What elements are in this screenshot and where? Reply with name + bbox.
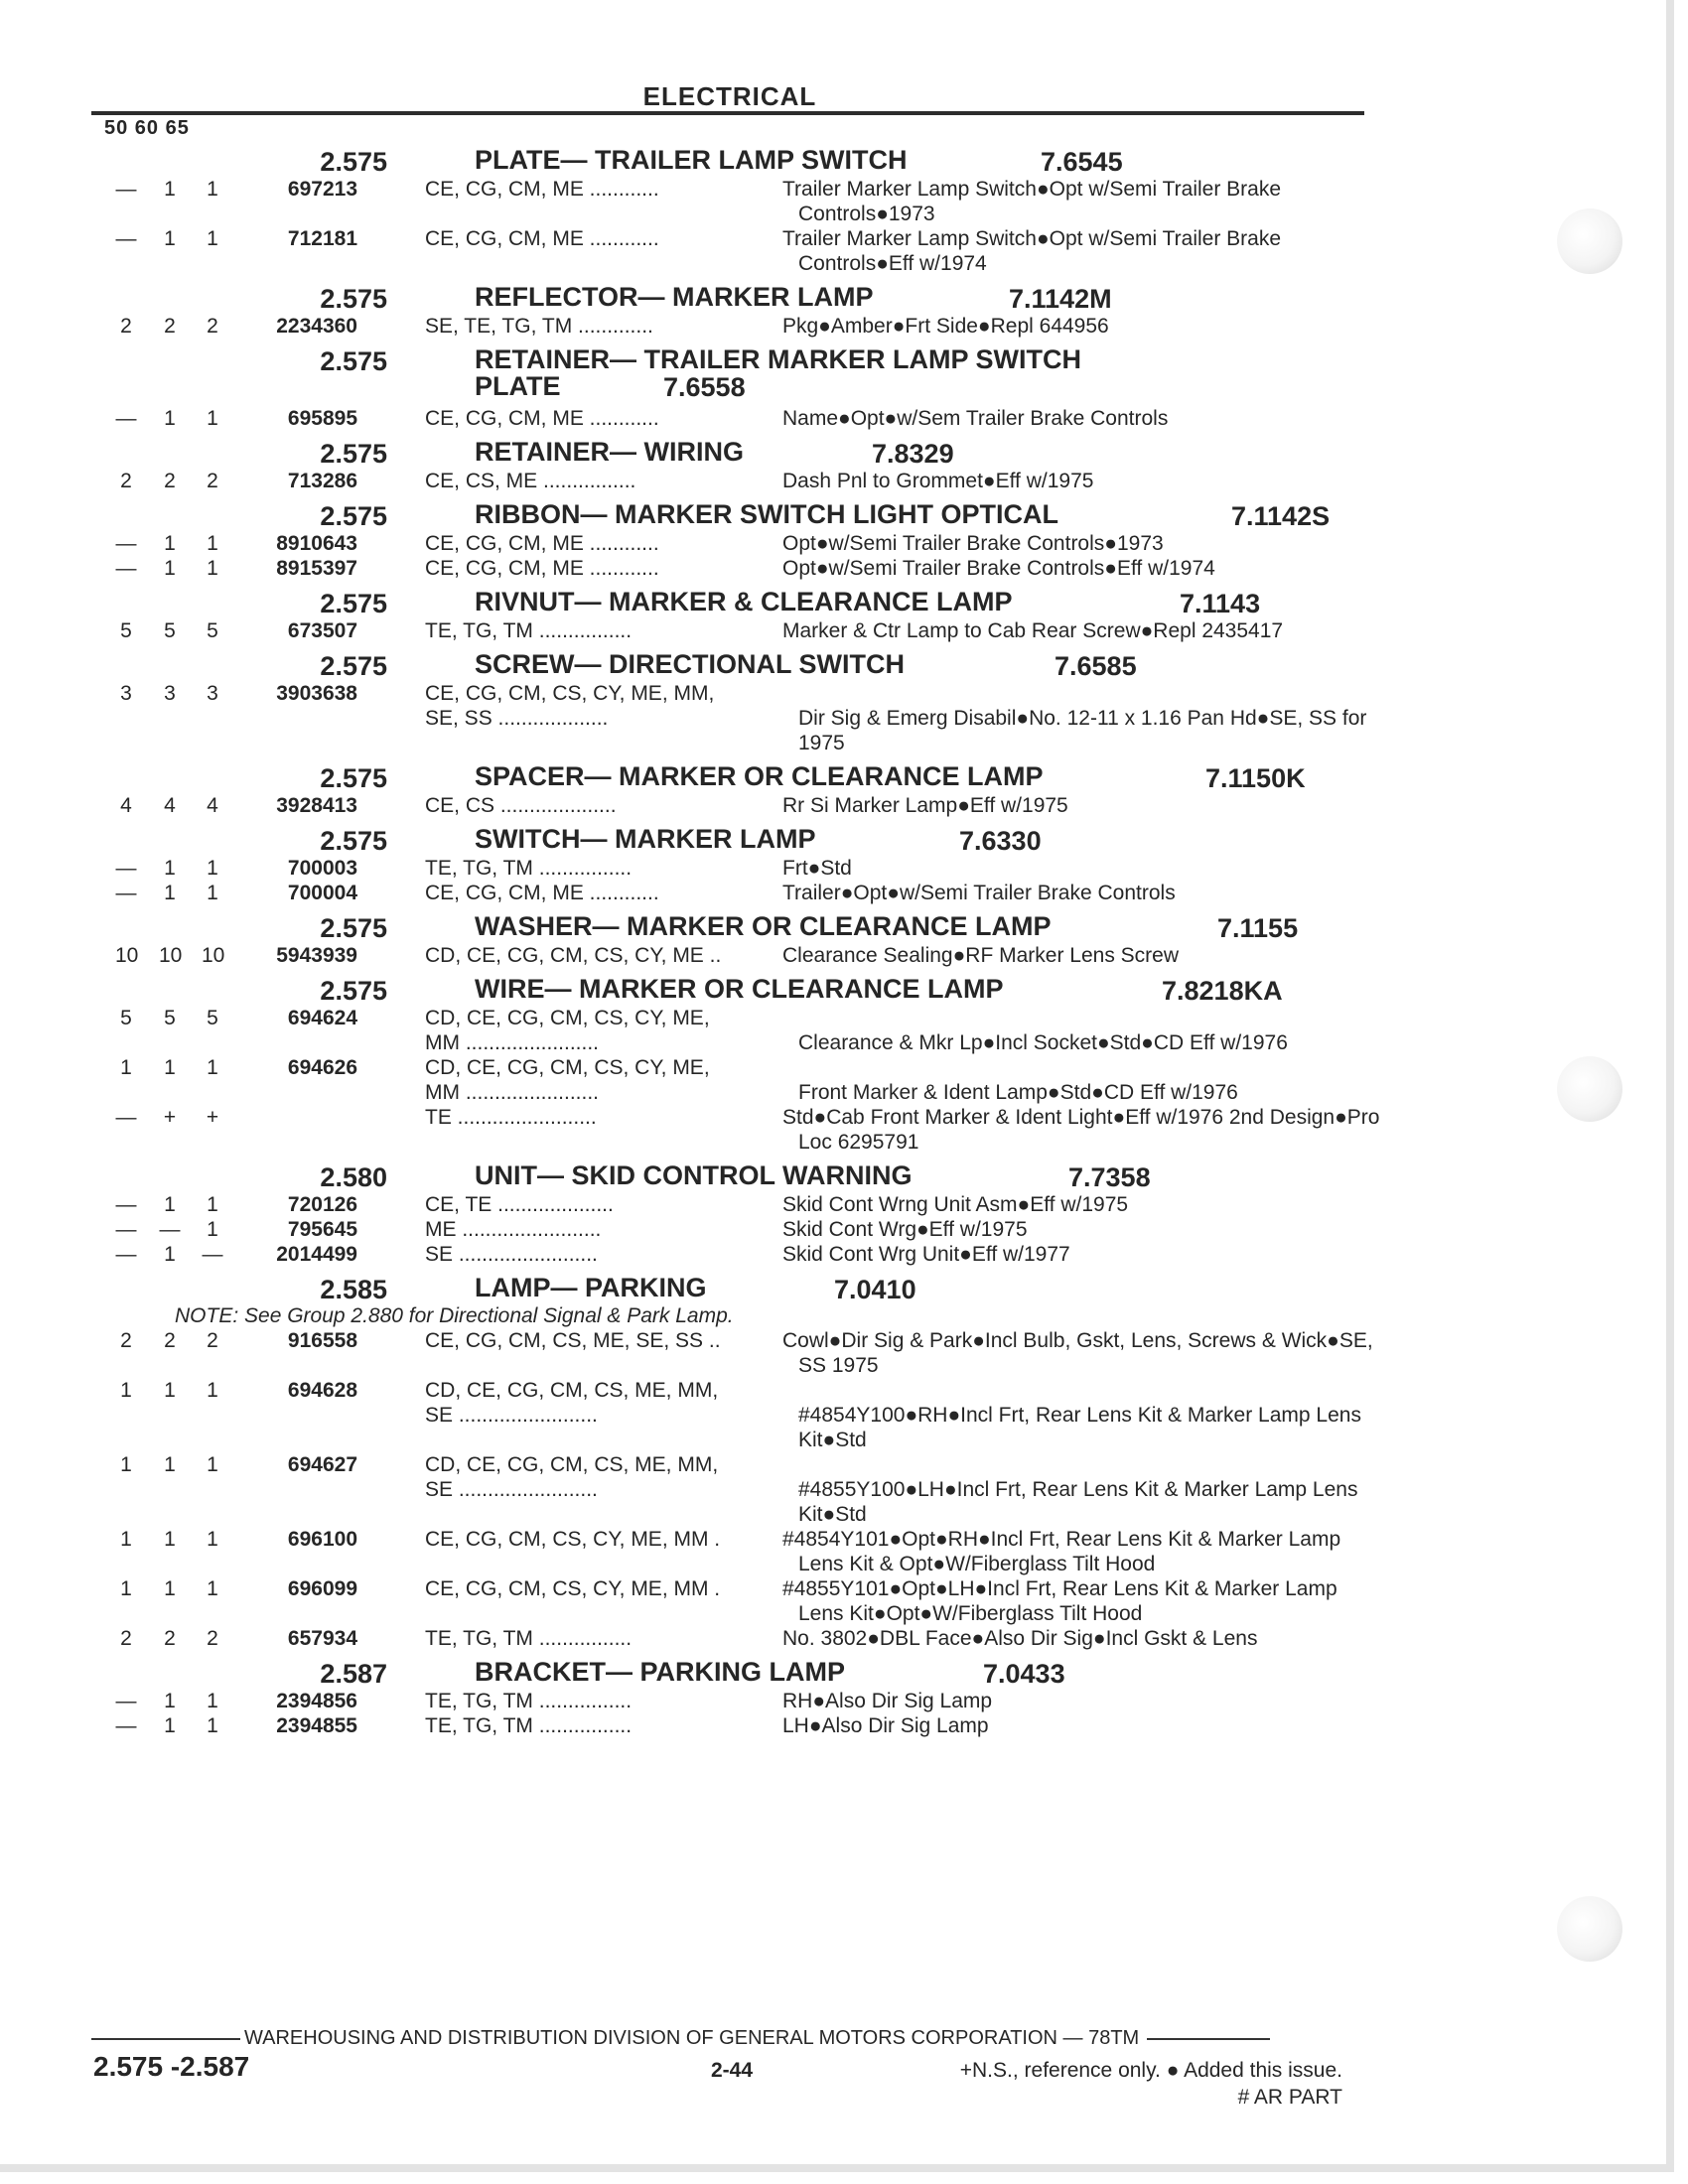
part-description: Name●Opt●w/Sem Trailer Brake Controls xyxy=(782,407,1169,430)
section-header xyxy=(0,972,1390,1006)
binder-hole-top xyxy=(1557,208,1622,274)
part-name: PLATE— TRAILER LAMP SWITCH xyxy=(475,145,908,175)
quantity-65: 2 xyxy=(207,470,218,492)
quantity-65: 5 xyxy=(207,619,218,642)
section-header xyxy=(0,822,1390,856)
section-header xyxy=(0,435,1390,469)
part-description: Pkg●Amber●Frt Side●Repl 644956 xyxy=(782,315,1109,338)
quantity-60: 2 xyxy=(164,1329,176,1352)
group-number: 2.587 xyxy=(320,1659,387,1689)
model-codes: TE, TG, TM ................ xyxy=(425,1714,633,1737)
part-row xyxy=(0,177,1390,226)
quantity-65: 1 xyxy=(207,1453,218,1476)
part-description: Frt●Std xyxy=(782,857,852,880)
group-number: 2.575 xyxy=(320,439,387,469)
quantity-60: 5 xyxy=(164,619,176,642)
part-row xyxy=(0,1527,1390,1576)
part-description: Cowl●Dir Sig & Park●Incl Bulb, Gskt, Lens, Screws & Wick●SE, SS 1975 xyxy=(782,1329,1373,1377)
part-number: 916558 xyxy=(287,1329,357,1352)
part-row xyxy=(0,856,1390,881)
part-description: Clearance Sealing●RF Marker Lens Screw xyxy=(782,944,1180,967)
part-description: Marker & Ctr Lamp to Cab Rear Screw●Repl 2435417 xyxy=(782,619,1284,642)
part-row xyxy=(0,1328,1390,1378)
part-number: 3903638 xyxy=(276,682,357,705)
quantity-50: — xyxy=(115,557,137,580)
part-description: Opt●w/Semi Trailer Brake Controls●1973 xyxy=(782,532,1164,555)
model-codes: CD, CE, CG, CM, CS, CY, ME, MM ....................... xyxy=(425,1007,710,1054)
reference-code: 7.1143 xyxy=(1180,589,1261,618)
model-codes: CE, CG, CM, CS, CY, ME, MM . xyxy=(425,1528,721,1551)
part-description: Opt●w/Semi Trailer Brake Controls●Eff w/1974 xyxy=(782,557,1215,580)
section-header xyxy=(0,909,1390,943)
model-codes: CD, CE, CG, CM, CS, CY, ME, MM ....................... xyxy=(425,1056,710,1104)
part-number: 3928413 xyxy=(276,794,357,817)
part-row xyxy=(0,556,1390,581)
quantity-65: 2 xyxy=(207,1329,218,1352)
quantity-65: 1 xyxy=(207,1714,218,1737)
model-codes: CE, CG, CM, ME ............ xyxy=(425,178,659,201)
part-number: 696099 xyxy=(287,1577,357,1600)
group-number: 2.575 xyxy=(320,913,387,943)
year-columns-header: 50 60 65 xyxy=(104,117,190,139)
part-description: Clearance & Mkr Lp●Incl Socket●Std●CD Eff w/1976 xyxy=(798,1031,1288,1054)
quantity-50: 2 xyxy=(120,470,132,492)
group-number: 2.575 xyxy=(320,346,387,376)
quantity-60: 2 xyxy=(164,470,176,492)
reference-code: 7.6558 xyxy=(663,372,746,402)
part-description: Skid Cont Wrg Unit●Eff w/1977 xyxy=(782,1243,1070,1266)
part-name: SPACER— MARKER OR CLEARANCE LAMP xyxy=(475,761,1044,791)
part-row xyxy=(0,406,1390,431)
part-row xyxy=(0,943,1390,968)
model-codes: CE, TE .................... xyxy=(425,1193,614,1216)
model-codes: CE, CS .................... xyxy=(425,794,617,817)
group-number: 2.575 xyxy=(320,763,387,793)
part-number: 2394856 xyxy=(276,1690,357,1712)
part-name: RETAINER— TRAILER MARKER LAMP SWITCH PLATE xyxy=(475,344,1081,401)
part-row xyxy=(0,681,1390,755)
part-description: Trailer Marker Lamp Switch●Opt w/Semi Trailer Brake Controls●Eff w/1974 xyxy=(782,227,1282,275)
quantity-60: + xyxy=(163,1106,177,1129)
part-description: Skid Cont Wrng Unit Asm●Eff w/1975 xyxy=(782,1193,1129,1216)
quantity-50: 1 xyxy=(120,1577,132,1600)
quantity-60: 10 xyxy=(159,944,183,967)
footer-group-range: 2.575 -2.587 xyxy=(93,2051,250,2082)
part-row xyxy=(0,1626,1390,1651)
footer-division-text: WAREHOUSING AND DISTRIBUTION DIVISION OF GENERAL MOTORS CORPORATION — 78TM xyxy=(244,2027,1140,2049)
quantity-50: — xyxy=(115,407,137,430)
quantity-50: — xyxy=(115,1243,137,1266)
part-description: Std●Cab Front Marker & Ident Light●Eff w/1976 2nd Design●Pro Loc 6295791 xyxy=(782,1106,1380,1154)
quantity-65: 4 xyxy=(207,794,218,817)
quantity-50: — xyxy=(115,857,137,880)
quantity-60: 1 xyxy=(164,1243,176,1266)
model-codes: ME ........................ xyxy=(425,1218,602,1241)
part-number: 795645 xyxy=(287,1218,357,1241)
quantity-50: — xyxy=(115,178,137,201)
quantity-60: 3 xyxy=(164,682,176,705)
section-header xyxy=(0,342,1390,406)
quantity-50: — xyxy=(115,1193,137,1216)
model-codes: CD, CE, CG, CM, CS, ME, MM, SE ........................ xyxy=(425,1453,719,1501)
footer-rule-left xyxy=(91,2038,240,2040)
model-codes: CE, CG, CM, ME ............ xyxy=(425,407,659,430)
reference-code: 7.7358 xyxy=(1068,1162,1151,1192)
part-name: RIBBON— MARKER SWITCH LIGHT OPTICAL xyxy=(475,499,1058,529)
quantity-60: 1 xyxy=(164,1714,176,1737)
binder-hole-middle xyxy=(1557,1056,1622,1122)
model-codes: TE, TG, TM ................ xyxy=(425,1627,633,1650)
part-number: 5943939 xyxy=(276,944,357,967)
part-row xyxy=(0,1452,1390,1527)
quantity-50: — xyxy=(115,1714,137,1737)
quantity-65: 1 xyxy=(207,1218,218,1241)
reference-code: 7.1142S xyxy=(1231,501,1331,531)
reference-code: 7.1142M xyxy=(1009,284,1112,314)
quantity-65: 5 xyxy=(207,1007,218,1029)
quantity-65: — xyxy=(202,1243,223,1266)
model-codes: CE, CG, CM, ME ............ xyxy=(425,882,659,904)
footer-legend-line-2: # AR PART xyxy=(1237,2086,1342,2109)
quantity-65: 1 xyxy=(207,882,218,904)
part-description: Skid Cont Wrg●Eff w/1975 xyxy=(782,1218,1028,1241)
part-number: 8910643 xyxy=(276,532,357,555)
reference-code: 7.6585 xyxy=(1055,651,1137,681)
quantity-50: — xyxy=(115,1690,137,1712)
footer-legend-line-1: +N.S., reference only. ● Added this issue. xyxy=(959,2059,1342,2082)
page-title: ELECTRICAL xyxy=(642,81,817,111)
reference-code: 7.1155 xyxy=(1217,913,1299,943)
quantity-50: — xyxy=(115,532,137,555)
quantity-50: 1 xyxy=(120,1379,132,1402)
model-codes: TE ........................ xyxy=(425,1106,597,1129)
section-header xyxy=(0,280,1390,314)
part-name: UNIT— SKID CONTROL WARNING xyxy=(475,1160,913,1190)
model-codes: CD, CE, CG, CM, CS, CY, ME .. xyxy=(425,944,722,967)
model-codes: CD, CE, CG, CM, CS, ME, MM, SE ........................ xyxy=(425,1379,719,1427)
quantity-50: 2 xyxy=(120,315,132,338)
part-number: 712181 xyxy=(287,227,357,250)
part-description: #4854Y100●RH●Incl Frt, Rear Lens Kit & Marker Lamp Lens Kit●Std xyxy=(798,1404,1361,1451)
quantity-50: 3 xyxy=(120,682,132,705)
part-row xyxy=(0,1055,1390,1105)
quantity-50: — xyxy=(115,882,137,904)
part-number: 713286 xyxy=(287,470,357,492)
quantity-60: 1 xyxy=(164,227,176,250)
part-number: 657934 xyxy=(287,1627,357,1650)
part-name: RIVNUT— MARKER & CLEARANCE LAMP xyxy=(475,587,1013,616)
part-row xyxy=(0,793,1390,818)
part-number: 2014499 xyxy=(276,1243,357,1266)
reference-code: 7.1150K xyxy=(1205,763,1306,793)
section-note: NOTE: See Group 2.880 for Directional Signal & Park Lamp. xyxy=(175,1304,734,1327)
part-number: 694626 xyxy=(287,1056,357,1079)
parts-listing xyxy=(0,139,1390,1738)
quantity-60: 1 xyxy=(164,1453,176,1476)
part-description: RH●Also Dir Sig Lamp xyxy=(782,1690,993,1712)
group-number: 2.575 xyxy=(320,147,387,177)
group-number: 2.575 xyxy=(320,501,387,531)
part-name: WASHER— MARKER OR CLEARANCE LAMP xyxy=(475,911,1052,941)
footer-page-number: 2-44 xyxy=(711,2059,754,2082)
part-number: 694627 xyxy=(287,1453,357,1476)
quantity-50: 1 xyxy=(120,1528,132,1551)
model-codes: CE, CG, CM, ME ............ xyxy=(425,227,659,250)
group-number: 2.575 xyxy=(320,284,387,314)
header-rule xyxy=(91,111,1364,115)
part-name: REFLECTOR— MARKER LAMP xyxy=(475,282,874,312)
quantity-65: 1 xyxy=(207,1193,218,1216)
quantity-65: 1 xyxy=(207,178,218,201)
part-row xyxy=(0,1217,1390,1242)
part-row xyxy=(0,1576,1390,1626)
quantity-60: 1 xyxy=(164,1690,176,1712)
part-number: 720126 xyxy=(287,1193,357,1216)
part-row xyxy=(0,1006,1390,1055)
quantity-65: 1 xyxy=(207,407,218,430)
quantity-50: — xyxy=(115,1218,137,1241)
quantity-60: 1 xyxy=(164,857,176,880)
reference-code: 7.6330 xyxy=(959,826,1042,856)
quantity-65: 1 xyxy=(207,1528,218,1551)
quantity-65: 1 xyxy=(207,1379,218,1402)
part-row xyxy=(0,881,1390,905)
part-description: #4855Y101●Opt●LH●Incl Frt, Rear Lens Kit & Marker Lamp Lens Kit●Opt●W/Fiberglass Tilt Hood xyxy=(782,1577,1337,1625)
part-description: Trailer●Opt●w/Semi Trailer Brake Controls xyxy=(782,882,1176,904)
quantity-60: 1 xyxy=(164,178,176,201)
part-number: 673507 xyxy=(287,619,357,642)
part-number: 695895 xyxy=(287,407,357,430)
part-name: WIRE— MARKER OR CLEARANCE LAMP xyxy=(475,974,1004,1004)
part-row xyxy=(0,1242,1390,1267)
part-description: Front Marker & Ident Lamp●Std●CD Eff w/1976 xyxy=(798,1081,1238,1104)
part-number: 697213 xyxy=(287,178,357,201)
binder-hole-bottom xyxy=(1557,1896,1622,1962)
quantity-50: 1 xyxy=(120,1056,132,1079)
part-row xyxy=(0,1192,1390,1217)
quantity-50: — xyxy=(115,227,137,250)
section-header xyxy=(0,759,1390,793)
quantity-60: 1 xyxy=(164,557,176,580)
quantity-65: 1 xyxy=(207,557,218,580)
quantity-60: 2 xyxy=(164,315,176,338)
group-number: 2.575 xyxy=(320,826,387,856)
reference-code: 7.0433 xyxy=(983,1659,1065,1689)
quantity-65: 3 xyxy=(207,682,218,705)
quantity-60: — xyxy=(159,1218,181,1241)
part-row xyxy=(0,469,1390,493)
quantity-50: — xyxy=(115,1106,137,1129)
part-description: #4854Y101●Opt●RH●Incl Frt, Rear Lens Kit & Marker Lamp Lens Kit & Opt●W/Fiberglass Tilt Hood xyxy=(782,1528,1341,1575)
part-row xyxy=(0,531,1390,556)
part-name: SCREW— DIRECTIONAL SWITCH xyxy=(475,649,905,679)
quantity-60: 1 xyxy=(164,407,176,430)
section-header xyxy=(0,143,1390,177)
quantity-50: 2 xyxy=(120,1329,132,1352)
part-description: Rr Si Marker Lamp●Eff w/1975 xyxy=(782,794,1068,817)
reference-code: 7.0410 xyxy=(834,1275,916,1304)
quantity-65: + xyxy=(206,1106,219,1129)
section-header xyxy=(0,1271,1390,1304)
part-row xyxy=(0,1689,1390,1713)
quantity-60: 1 xyxy=(164,532,176,555)
quantity-65: 10 xyxy=(202,944,225,967)
part-name: SWITCH— MARKER LAMP xyxy=(475,824,816,854)
section-header xyxy=(0,1655,1390,1689)
part-row xyxy=(0,226,1390,276)
model-codes: CE, CG, CM, CS, CY, ME, MM, SE, SS ................... xyxy=(425,682,715,730)
model-codes: CE, CG, CM, ME ............ xyxy=(425,557,659,580)
part-row xyxy=(0,1378,1390,1452)
quantity-50: 10 xyxy=(115,944,139,967)
quantity-60: 1 xyxy=(164,1528,176,1551)
quantity-60: 4 xyxy=(164,794,176,817)
part-number: 2234360 xyxy=(276,315,357,338)
part-number: 700004 xyxy=(287,882,357,904)
part-description: Trailer Marker Lamp Switch●Opt w/Semi Trailer Brake Controls●1973 xyxy=(782,178,1282,225)
model-codes: SE ........................ xyxy=(425,1243,598,1266)
part-number: 8915397 xyxy=(276,557,357,580)
group-number: 2.575 xyxy=(320,651,387,681)
quantity-65: 1 xyxy=(207,532,218,555)
quantity-60: 1 xyxy=(164,882,176,904)
part-number: 694628 xyxy=(287,1379,357,1402)
group-number: 2.580 xyxy=(320,1162,387,1192)
part-number: 2394855 xyxy=(276,1714,357,1737)
quantity-60: 1 xyxy=(164,1056,176,1079)
quantity-65: 2 xyxy=(207,315,218,338)
quantity-50: 2 xyxy=(120,1627,132,1650)
reference-code: 7.8329 xyxy=(872,439,954,469)
group-number: 2.585 xyxy=(320,1275,387,1304)
part-description: No. 3802●DBL Face●Also Dir Sig●Incl Gskt & Lens xyxy=(782,1627,1258,1650)
section-header xyxy=(0,585,1390,618)
footer-division xyxy=(91,2027,1364,2050)
part-number: 700003 xyxy=(287,857,357,880)
quantity-65: 1 xyxy=(207,857,218,880)
reference-code: 7.6545 xyxy=(1041,147,1123,177)
model-codes: SE, TE, TG, TM ............. xyxy=(425,315,653,338)
part-row xyxy=(0,1713,1390,1738)
model-codes: TE, TG, TM ................ xyxy=(425,1690,633,1712)
section-header xyxy=(0,647,1390,681)
section-header xyxy=(0,1159,1390,1192)
part-name: LAMP— PARKING xyxy=(475,1273,707,1302)
group-number: 2.575 xyxy=(320,976,387,1006)
part-row xyxy=(0,314,1390,339)
model-codes: TE, TG, TM ................ xyxy=(425,857,633,880)
footer-rule-right xyxy=(1147,2038,1270,2040)
part-name: BRACKET— PARKING LAMP xyxy=(475,1657,845,1687)
quantity-50: 5 xyxy=(120,619,132,642)
model-codes: CE, CG, CM, ME ............ xyxy=(425,532,659,555)
quantity-60: 5 xyxy=(164,1007,176,1029)
model-codes: CE, CG, CM, CS, ME, SE, SS .. xyxy=(425,1329,721,1352)
quantity-50: 1 xyxy=(120,1453,132,1476)
part-number: 696100 xyxy=(287,1528,357,1551)
quantity-60: 1 xyxy=(164,1577,176,1600)
part-description: Dir Sig & Emerg Disabil●No. 12-11 x 1.16 Pan Hd●SE, SS for 1975 xyxy=(798,707,1367,754)
quantity-50: 5 xyxy=(120,1007,132,1029)
part-number: 694624 xyxy=(287,1007,357,1029)
quantity-65: 1 xyxy=(207,227,218,250)
reference-code: 7.8218KA xyxy=(1162,976,1283,1006)
quantity-65: 1 xyxy=(207,1056,218,1079)
quantity-65: 1 xyxy=(207,1577,218,1600)
quantity-60: 2 xyxy=(164,1627,176,1650)
part-description: #4855Y100●LH●Incl Frt, Rear Lens Kit & Marker Lamp Lens Kit●Std xyxy=(798,1478,1358,1526)
quantity-60: 1 xyxy=(164,1379,176,1402)
part-name: RETAINER— WIRING xyxy=(475,437,744,467)
quantity-65: 2 xyxy=(207,1627,218,1650)
footer-legend xyxy=(960,2057,1342,2111)
quantity-65: 1 xyxy=(207,1690,218,1712)
part-description: LH●Also Dir Sig Lamp xyxy=(782,1714,989,1737)
quantity-60: 1 xyxy=(164,1193,176,1216)
section-header xyxy=(0,497,1390,531)
group-number: 2.575 xyxy=(320,589,387,618)
part-row xyxy=(0,1105,1390,1155)
model-codes: CE, CG, CM, CS, CY, ME, MM . xyxy=(425,1577,721,1600)
part-description: Dash Pnl to Grommet●Eff w/1975 xyxy=(782,470,1094,492)
model-codes: CE, CS, ME ................ xyxy=(425,470,636,492)
quantity-50: 4 xyxy=(120,794,132,817)
part-row xyxy=(0,618,1390,643)
model-codes: TE, TG, TM ................ xyxy=(425,619,633,642)
